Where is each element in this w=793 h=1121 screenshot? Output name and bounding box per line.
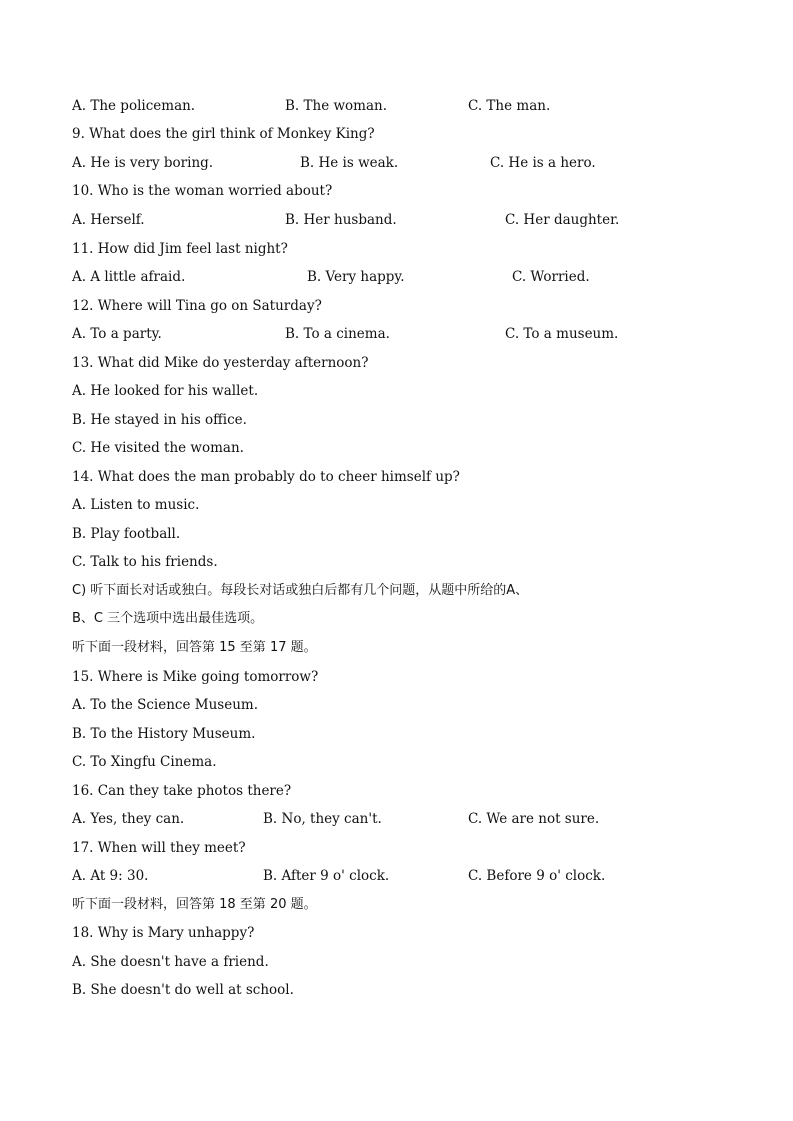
- q8-option-c: C. The man.: [468, 98, 551, 114]
- q16-question: 16. Can they take photos there?: [72, 783, 292, 799]
- q17-option-c: C. Before 9 o' clock.: [468, 868, 606, 884]
- q9-option-a: A. He is very boring.: [72, 155, 214, 171]
- q9-question: 9. What does the girl think of Monkey King?: [72, 126, 375, 142]
- q13-option-a: A. He looked for his wallet.: [72, 383, 259, 399]
- q18-option-a: A. She doesn't have a friend.: [72, 954, 269, 970]
- q15-option-c: C. To Xingfu Cinema.: [72, 754, 217, 770]
- q14-option-a: A. Listen to music.: [72, 497, 200, 513]
- q13-option-b: B. He stayed in his office.: [72, 412, 247, 428]
- q17-option-a: A. At 9: 30.: [72, 868, 149, 884]
- q18-question: 18. Why is Mary unhappy?: [72, 925, 255, 941]
- passage-instruction-18-20: 听下面一段材料，回答第 18 至第 20 题。: [72, 897, 317, 912]
- q11-option-c: C. Worried.: [512, 269, 590, 285]
- q12-option-b: B. To a cinema.: [285, 326, 390, 342]
- q10-option-b: B. Her husband.: [285, 212, 397, 228]
- q12-option-c: C. To a museum.: [505, 326, 619, 342]
- q8-option-b: B. The woman.: [285, 98, 388, 114]
- q9-option-c: C. He is a hero.: [490, 155, 596, 171]
- q10-option-a: A. Herself.: [72, 212, 145, 228]
- q14-option-b: B. Play football.: [72, 526, 181, 542]
- passage-instruction-15-17: 听下面一段材料，回答第 15 至第 17 题。: [72, 640, 317, 655]
- section-c-instruction-line1: C) 听下面长对话或独白。每段长对话或独白后都有几个问题，从题中所给的A、: [72, 583, 529, 598]
- q15-option-a: A. To the Science Museum.: [72, 697, 258, 713]
- q17-question: 17. When will they meet?: [72, 840, 246, 856]
- q11-option-a: A. A little afraid.: [72, 269, 186, 285]
- q8-option-a: A. The policeman.: [72, 98, 196, 114]
- q12-option-a: A. To a party.: [72, 326, 162, 342]
- q14-option-c: C. Talk to his friends.: [72, 554, 218, 570]
- q11-option-b: B. Very happy.: [307, 269, 405, 285]
- q13-question: 13. What did Mike do yesterday afternoon?: [72, 355, 369, 371]
- q9-option-b: B. He is weak.: [300, 155, 399, 171]
- q16-option-c: C. We are not sure.: [468, 811, 600, 827]
- q15-question: 15. Where is Mike going tomorrow?: [72, 669, 319, 685]
- q16-option-a: A. Yes, they can.: [72, 811, 185, 827]
- section-c-instruction-line2: B、C 三个选项中选出最佳选项。: [72, 611, 264, 626]
- q17-option-b: B. After 9 o' clock.: [263, 868, 390, 884]
- q18-option-b: B. She doesn't do well at school.: [72, 982, 294, 998]
- q13-option-c: C. He visited the woman.: [72, 440, 244, 456]
- q11-question: 11. How did Jim feel last night?: [72, 241, 288, 257]
- q14-question: 14. What does the man probably do to cheer himself up?: [72, 469, 460, 485]
- q15-option-b: B. To the History Museum.: [72, 726, 256, 742]
- q12-question: 12. Where will Tina go on Saturday?: [72, 298, 322, 314]
- q16-option-b: B. No, they can't.: [263, 811, 382, 827]
- q10-option-c: C. Her daughter.: [505, 212, 620, 228]
- q10-question: 10. Who is the woman worried about?: [72, 183, 333, 199]
